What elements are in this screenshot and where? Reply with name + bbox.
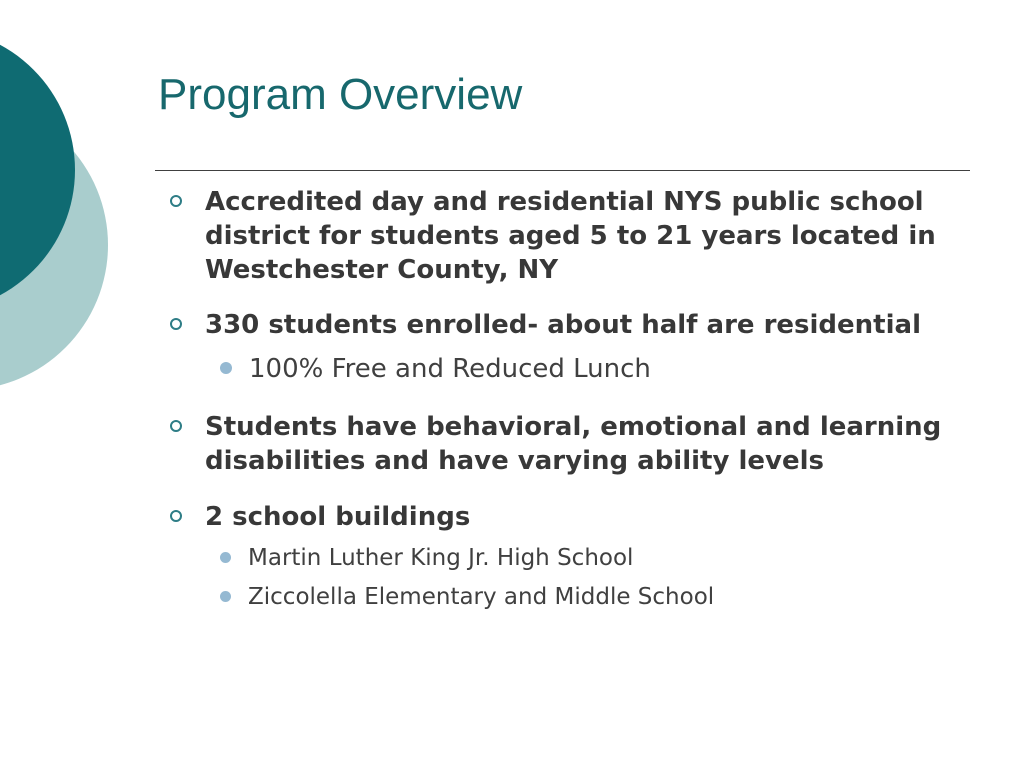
open-bullet-icon (170, 318, 182, 330)
sub-bullet-item (220, 583, 978, 613)
bullet-list (168, 186, 978, 622)
filled-bullet-icon (220, 591, 231, 602)
sub-bullet-text: Martin Luther King Jr. High School (248, 545, 634, 572)
bullet-text: 330 students enrolled- about half are residential (205, 310, 921, 341)
bullet-text: 2 school buildings (205, 501, 471, 532)
open-bullet-icon (170, 510, 182, 522)
bullet-text: Accredited day and residential NYS public school district for students aged 5 to 21 years located in Westchester County, NY (205, 187, 936, 285)
filled-bullet-icon (220, 552, 231, 563)
sub-bullet-text: Ziccolella Elementary and Middle School (248, 584, 715, 611)
sub-bullet-item (220, 353, 978, 387)
title-divider (155, 170, 970, 171)
sub-bullet-item (220, 544, 978, 574)
slide-title: Program Overview (158, 70, 523, 119)
open-bullet-icon (170, 420, 182, 432)
filled-bullet-icon (220, 362, 232, 374)
bullet-text: Students have behavioral, emotional and learning disabilities and have varying ability levels (205, 411, 942, 476)
sub-bullet-text: 100% Free and Reduced Lunch (249, 354, 651, 385)
bullet-item (168, 186, 978, 287)
bullet-item (168, 411, 978, 479)
open-bullet-icon (170, 195, 182, 207)
bullet-item (168, 501, 978, 535)
bullet-item (168, 309, 978, 343)
